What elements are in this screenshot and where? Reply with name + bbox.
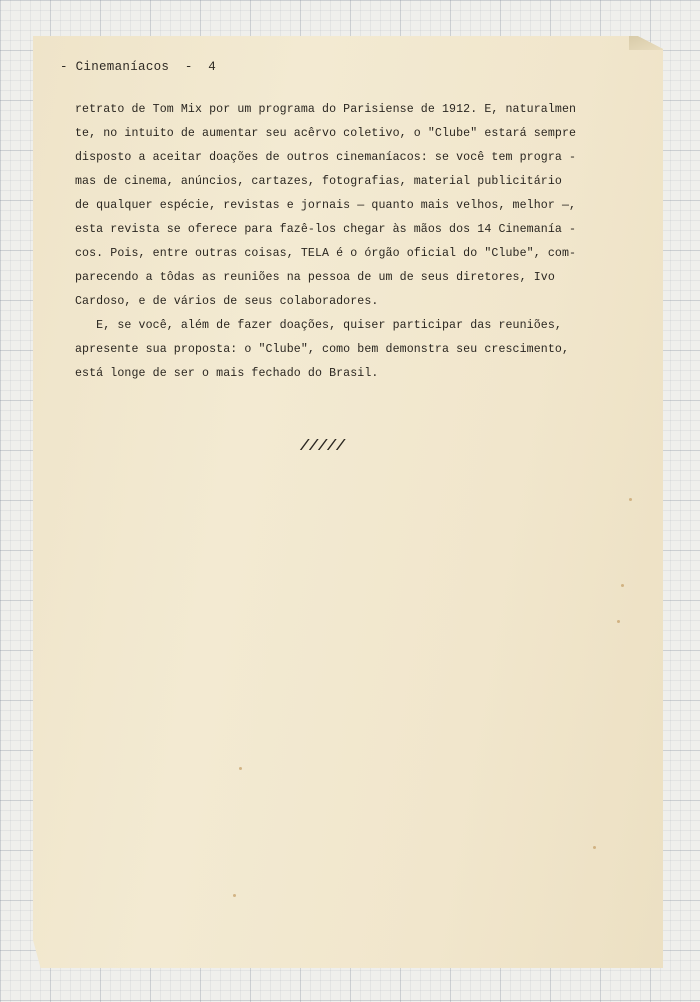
text-line: Cardoso, e de vários de seus colaboradores. — [75, 295, 379, 308]
page-header: - Cinemaníacos - 4 — [60, 60, 217, 74]
text-line: mas de cinema, anúncios, cartazes, fotografias, material publicitário — [75, 175, 562, 188]
text-line: apresente sua proposta: o "Clube", como bem demonstra seu crescimento, — [75, 343, 570, 356]
stain-spot — [621, 584, 624, 587]
stain-spot — [593, 846, 596, 849]
body-text — [75, 98, 620, 386]
stain-spot — [629, 498, 632, 501]
text-line: de qualquer espécie, revistas e jornais — quanto mais velhos, melhor —, — [75, 199, 577, 212]
text-line: cos. Pois, entre outras coisas, TELA é o órgão oficial do "Clube", com- — [75, 247, 577, 260]
stain-spot — [617, 620, 620, 623]
stain-spot — [233, 894, 236, 897]
text-line: disposto a aceitar doações de outros cinemaníacos: se você tem progra - — [75, 151, 577, 164]
text-line: retrato de Tom Mix por um programa do Parisiense de 1912. E, naturalmen — [75, 103, 577, 116]
text-line: E, se você, além de fazer doações, quiser participar das reuniões, — [75, 319, 562, 332]
text-line: está longe de ser o mais fechado do Brasil. — [75, 367, 379, 380]
text-line: esta revista se oferece para fazê-los chegar às mãos dos 14 Cinemaníа - — [75, 223, 577, 236]
text-line: te, no intuito de aumentar seu acêrvo coletivo, o "Clube" estará sempre — [75, 127, 577, 140]
text-line: parecendo a tôdas as reuniões na pessoa de um de seus diretores, Ivo — [75, 271, 555, 284]
stain-spot — [239, 767, 242, 770]
section-separator: ///// — [300, 438, 346, 455]
